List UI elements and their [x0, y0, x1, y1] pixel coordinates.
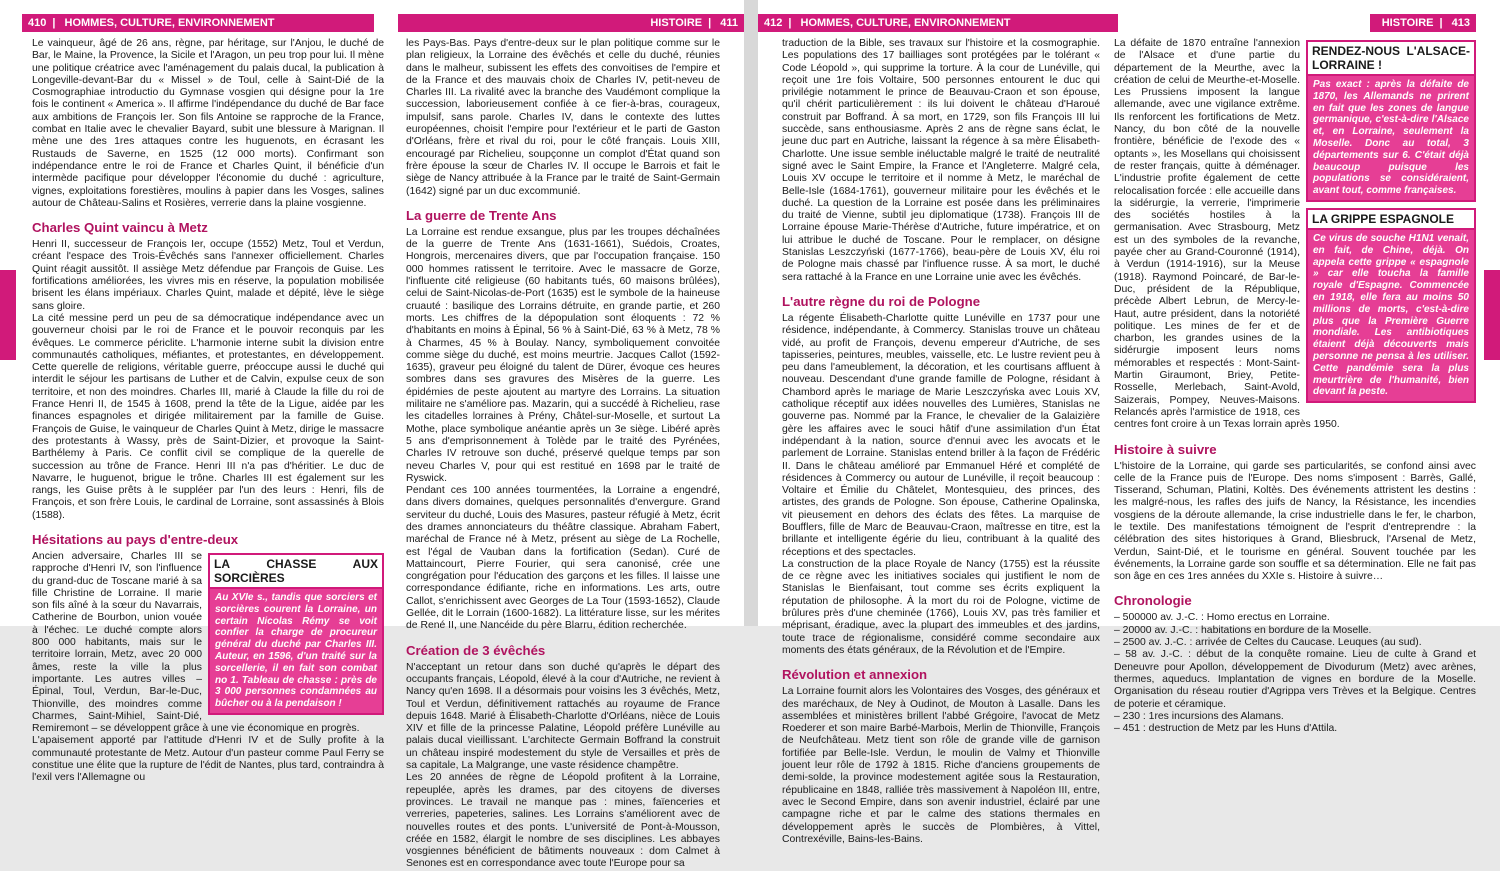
- box-text: Ce virus de souche H1N1 venait, en fait, de Chine, déjà. On appela cette grippe « espagnole » car elle toucha la famille royale d'Espagne. Commencée en 1918, elle fera au moins 50 millions de morts, c'est-à-dire plus que la Première Guerre mondiale. Les antibiotiques étaient déjà découverts mais personne ne pensa à les utiliser. Cette pandémie sera la plus meurtrière de l'humanité, bien devant la peste.: [1313, 232, 1469, 398]
- section-title: HISTOIRE: [650, 17, 703, 29]
- paragraph: La défaite de 1870 entraîne l'annexion de l'Alsace et d'une partie du département de la Meurthe, avec la création de celui de Meurthe-et-Moselle. Les Prussiens imposent la langue allemande, avec une vigilance extrême. Ils renforcent les fortifications de Metz. Nancy, du bon côté de la nouvelle frontière, bénéficie de l'exode des « optants », les Mosellans qui choisissent de rester français, quitte à déménager. L'industrie profite également de cette relocalisation forcée : elle accueille dans la sidérurgie, la verrerie, l'imprimerie des sociétés hostiles à la germanisation. Avec Strasbourg, Metz est un des symboles de la revanche, payée cher au Grand-Couronné (1914), à Verdun (1914-1916), sur la Meuse (1918). Raymond Poincaré, de Bar-le-Duc, président de la République, précède Albert Lebrun, de Mercy-le-Haut, autre président, dans la notoriété politique. Les mines de fer et de charbon, les grandes usines de la sidérurgie imposent leurs noms mémorables et respectés : Mont-Saint-Martin Giraumont, Briey, Petite-Rosselle, Merlebach, Saint-Avold, Saizerais, Pompey, Neuves-Maisons. Relancés après l'armistice de 1918, ces centres font croire à un Texas lorrain après 1950.: [1114, 38, 1340, 431]
- paragraph: les Pays-Bas. Pays d'entre-deux sur le plan politique comme sur le plan religieux, la Lorraine des évêchés et celle du duché, réunies dans le malheur, subissent les effets des convoitises de l'empire et de la France et des mauvais choix de Charles IV, petit-neveu de Charles III. La rivalité avec la branche des Vaudémont complique la succession, laborieusement confiée à ce fier-à-bras, courageux, impulsif, sans parole. Charles IV, dans le contexte des luttes européennes, choisit l'empire pour l'extérieur et le parti de Gaston d'Orléans, frère et rival du roi, pour le côté français. Louis XIII, encouragé par Richelieu, soupçonne un complot d'État quand son frère épouse la sœur de Charles IV. Il occupe le Barrois et fait le siège de Nancy attribuée à la France par le traité de Saint-Germain (1642) signé par un duc excommunié.: [406, 38, 720, 197]
- column-2: [406, 38, 720, 870]
- running-title: HOMMES, CULTURE, ENVIRONNEMENT: [800, 17, 1011, 29]
- page-number: 410: [28, 17, 47, 29]
- page-number: 413: [1451, 17, 1470, 29]
- chronology-item: – 451 : destruction de Metz par les Huns d'Attila.: [1114, 723, 1338, 735]
- page-number: 411: [720, 17, 738, 29]
- left-running-head: 410 | HOMMES, CULTURE, ENVIRONNEMENT: [22, 14, 374, 32]
- right-section-head: HISTOIRE | 413: [1370, 14, 1476, 32]
- section-heading: Histoire à suivre: [1114, 441, 1217, 457]
- box-text: Pas exact : après la défaite de 1870, les Allemands ne prirent en fait que les zones de langue germanique, c'est-à-dire l'Alsace et, en Lorraine, seulement la Moselle. Donc au total, 3 départements sur 6. C'était déjà beaucoup puisque les populations se considéraient, avant tout, comme françaises.: [1313, 79, 1469, 197]
- section-heading: Hésitations au pays d'entre-deux: [32, 531, 239, 547]
- left-section-head: HISTOIRE | 411: [398, 14, 744, 32]
- right-running-head: 412 | HOMMES, CULTURE, ENVIRONNEMENT: [758, 14, 1118, 32]
- box-title: LA CHASSE AUX SORCIÈRES: [210, 555, 382, 589]
- paragraph: L'apaisement apporté par l'attitude d'Henri IV et de Sully profite à la communauté protestante de Metz. Autour d'un pasteur comme Paul Ferry se constitue une élite que la rupture de l'édit de Nantes, plus tard, contraindra à l'exil vers l'Allemagne ou: [32, 735, 384, 784]
- right-page: [758, 0, 1500, 845]
- section-heading: Charles Quint vaincu à Metz: [32, 220, 208, 236]
- paragraph: Les 20 années de règne de Léopold profitent à la Lorraine, repeuplée, après les drames, par des citoyens de diverses provinces. Le travail ne manque pas : mines, faïenceries et verreries, papeteries, salines. Les Lorrains s'améliorent avec de nouvelles routes et des ponts. L'université de Pont-à-Mousson, créée en 1582, élargit le nombre de ses disciplines. Les abbayes vosgiennes bénéficient de bâtiments nouveaux : dom Calmet à Senones est en correspondance avec toute l'Europe pour sa: [406, 772, 720, 870]
- paragraph: N'acceptant un retour dans son duché qu'après le départ des occupants français, Léopold, élevé à la cour d'Autriche, ne revient à Nancy qu'en 1698. Il a désormais pour voisins les 3 évêchés, Metz, Toul et Verdun, définitivement rattachés au royaume de France depuis 1648. Marié à Élisabeth-Charlotte d'Orléans, nièce de Louis XIV et fille de la princesse Palatine, Léopold préfère Lunéville au palais ducal vieillissant. L'architecte Germain Boffrand la construit un château inspiré modestement du style de Versailles et près de sa capitale, La Malgrange, une vaste résidence champêtre.: [406, 661, 720, 772]
- box-title: LA GRIPPE ESPAGNOLE: [1308, 210, 1474, 230]
- paragraph: L'histoire de la Lorraine, qui garde ses particularités, se confond ainsi avec celle de la France puis de l'Europe. Des noms s'imposent : Barrès, Gallé, Tisserand, Schuman, Platini, Koltès. Des événements attristent les destins : les malgré-nous, les rafles des juifs de Nancy, la Résistance, les incendies vosgiens de la déroute allemande, la crise industrielle dans le fer, le charbon, le textile. Des manifestations témoignent de l'esprit d'entreprendre : la célébration des sites historiques à Grand, Bliesbruck, l'Arsenal de Metz, Verdun, Saint-Dié, et le tourisme en général. Souvent touchée par les événements, la Lorraine garde son souffle et sa détermination. Elle ne fait pas son âge en ces 1res années du XXIe s. Histoire à suivre…: [1114, 460, 1476, 583]
- right-edge-tab: [1484, 270, 1500, 360]
- chronology-item: – 2500 av. J.-C. : arrivée de Celtes du Caucase. Leuques (au sud).: [1114, 637, 1422, 649]
- paragraph: Henri II, successeur de François Ier, occupe (1552) Metz, Toul et Verdun, créant l'espace des Trois-Évêchés sans l'annexer officiellement. Charles Quint réagit aussitôt. Il assiège Metz défendue par François de Guise. Les fortifications améliorées, les vivres mis en réserve, la population mobilisée brisent les élans impériaux. Charles Quint, malade et dépité, lève le siège sans gloire.: [32, 239, 384, 312]
- column-1: [32, 38, 384, 784]
- left-edge-tab: [0, 270, 16, 360]
- section-heading: Chronologie: [1114, 593, 1192, 609]
- section-title: HISTOIRE: [1381, 17, 1434, 29]
- sidebar-box-grippe: [1306, 208, 1476, 403]
- paragraph: La Lorraine est rendue exsangue, plus par les troupes déchaînées de la guerre de Trente Ans (1631-1661), Suédois, Croates, Hongrois, mercenaires divers, que par l'occupation française. 150 000 hommes ratissent le territoire. Avec le massacre de Gorze, l'influente cité religieuse (60 habitants tués, 60 maisons brûlées), celui de Saint-Nicolas-de-Port (1635) est le symbole de la haineuse cruauté : basilique des Lorrains détruite, en grande partie, et 260 morts. Les chiffres de la dépopulation sont éloquents : 72 % d'habitants en moins à Épinal, 56 % à Saint-Dié, 63 % à Metz, 78 % à Charmes, 45 % à Boulay. Nancy, symboliquement convoitée comme siège du duché, est moins meurtrie. Jacques Callot (1592-1635), graveur peu éloigné du talent de Dürer, évoque ces heures sombres dans ses gravures des Misères de la guerre. Les épidémies de peste ajoutent au martyre des Lorrains. La situation militaire ne s'améliore pas. Mazarin, qui a succédé à Richelieu, rase les citadelles lorraines à Prény, Châtel-sur-Moselle, et surtout La Mothe, place symbolique anéantie après un 3e siège. Libéré après 5 ans d'emprisonnement à Tolède par le traité des Pyrénées, Charles IV retrouve son duché, préservé quelque temps par son neveu Charles V, pour qui est restitué en 1698 par le traité de Ryswick.: [406, 226, 720, 484]
- paragraph: La construction de la place Royale de Nancy (1755) est la réussite de ce règne avec les initiatives sociales qui justifient le nom de Stanislas le Bienfaisant, tout comme ses écrits expliquent la réputation de philosophe. À la mort du roi de Pologne, victime de brûlures près d'une cheminée (1766), Louis XV, pas très familier et méprisant, éradique, avec la plupart des immeubles et des jardins, toute trace de régionalisme, considéré comme secondaire aux moments des états généraux, de la Révolution et de l'Empire.: [782, 558, 1100, 656]
- section-heading: Révolution et annexion: [782, 667, 928, 683]
- column-3: [782, 38, 1100, 845]
- chronology-item: – 58 av. J.-C. : début de la conquête romaine. Lieu de culte à Grand et Deneuvre pour Apollon, développement de Divodurum (Metz) avec arènes, thermes, aqueducs. Implantation de vignes en bordure de la Moselle. Organisation du réseau routier d'Agrippa vers Trèves et la Belgique. Centres de poterie et céramique.: [1114, 649, 1476, 710]
- paragraph: La régente Élisabeth-Charlotte quitte Lunéville en 1737 pour une résidence, indépendante, à Commercy. Stanislas trouve un château vidé, au profit de François, devenu empereur d'Autriche, de ses tapisseries, peintures, meubles, vaisselle, etc. Le lustre revient peu à peu dans l'ameublement, la décoration, et les courtisans affluent à nouveau. Descendant d'une grande famille de Pologne, résidant à Chambord après le mariage de Marie Leszczyńska avec Louis XV, catholique réceptif aux idées nouvelles des Lumières, Stanislas ne gouverne pas. Nommé par la France, le chevalier de la Galaizière gère les affaires avec le souci hâtif d'une assimilation d'un État indépendant à la nation, source d'ennui avec les avocats et le parlement de Lorraine. Stanislas entend briller à la façon de Frédéric II. Dans le château amélioré par Emmanuel Héré et complété de résidences à Commercy ou autour de Lunéville, il reçoit beaucoup : Voltaire et Émilie du Châtelet, Montesquieu, des princes, des artistes, des grands de Pologne. Son épouse, Catherine Opalinska, vit pieusement en dehors des éclats des fêtes. La marquise de Boufflers, fille de Marc de Beauvau-Craon, maîtresse en titre, est la brillante et intelligente égérie du lieu, contribuant à la qualité des réceptions et des spectacles.: [782, 312, 1100, 558]
- column-4: [1114, 38, 1476, 735]
- section-heading: L'autre règne du roi de Pologne: [782, 293, 981, 309]
- chronology-list: [1114, 612, 1476, 735]
- sidebar-box-sorcieres: [208, 553, 384, 715]
- paragraph: traduction de la Bible, ses travaux sur l'histoire et la cosmographie. Les populations des 17 bailliages sont protégées par le tolérant « Code Léopold », qui supprime la torture. À la cour de Lunéville, qui reçoit une 1re fois Voltaire, 500 personnes entourent le duc qui privilégie notamment le prince de Beauvau-Craon et son épouse, qu'il chérit particulièrement : ils lui doivent le château d'Haroué construit par Boffrand. À sa mort, en 1729, son fils François III lui succède, sans enthousiasme. Après 2 ans de règne sans éclat, le jeune duc part en Autriche, laissant la régence à sa mère Élisabeth-Charlotte. Une issue semble inéluctable malgré le traité de neutralité signé avec le Saint Empire, la France et l'Angleterre. Malgré cela, Louis XV occupe le territoire et il nomme à Metz, le maréchal de Belle-Isle (1684-1761), gouverneur militaire pour les évêchés et le duché. La question de la Lorraine est posée dans les préliminaires du traité de Vienne, subtil jeu diplomatique (1738). François III de Lorraine épouse Marie-Thérèse d'Autriche, future impératrice, et on lui attribue le duché de Toscane. Pour le remplacer, on désigne Stanislas Leszczyński (1677-1766), beau-père de Louis XV, élu roi de Pologne mais chassé par l'influence russe. À sa mort, le duché sera rattaché à la France en une Lorraine unie avec les évêchés.: [782, 38, 1100, 283]
- box-text: Au XVIe s., tandis que sorciers et sorcières courent la Lorraine, un certain Nicolas Rémy se voit confier la charge de procureur général du duché par Charles III. Auteur, en 1596, d'un traité sur la sorcellerie, il en fait son combat no 1. Tableau de chasse : près de 3 000 personnes condamnées au bûcher ou à la pendaison !: [215, 591, 377, 710]
- chronology-item: – 20000 av. J.-C. : habitations en bordure de la Moselle.: [1114, 624, 1372, 636]
- paragraph: La Lorraine fournit alors les Volontaires des Vosges, des généraux et des maréchaux, de Ney à Oudinot, de Mouton à Lasalle. Dans les assemblées et ministères brillent l'abbé Grégoire, l'avocat de Metz Roederer et son maire Barbé-Marbois, Merlin de Thionville, François de Neufchâteau. Metz tient son rôle de grande ville de garnison fortifiée par Belle-Isle. Verdun, le moulin de Valmy et Thionville jouent leur rôle de 1792 à 1815. Riche d'anciens groupements de demi-solde, la province modestement agitée sous la Restauration, républicaine en 1848, ralliée très massivement à Napoléon III, entre, avec le Second Empire, dans son avenir industriel, éclairé par une campagne riche et par le calme des stations thermales en développement après le succès de Plombières, à Vittel, Contrexéville, Bains-les-Bains.: [782, 686, 1100, 845]
- left-page: [0, 0, 744, 870]
- book-gutter: [744, 0, 758, 626]
- paragraph: Ancien adversaire, Charles III se rapproche d'Henri IV, son l'influence du grand-duc de Toscane marié à sa fille Christine de Lorraine. Il marie son fils aîné à la sœur du Navarrais, Catherine de Bourbon, union vouée à l'échec. Le duché compte alors 800 000 habitants, mais sur le territoire lorrain, Metz, avec 20 000 âmes, reste la ville la plus importante. Les autres villes – Épinal, Toul, Verdun, Bar-le-Duc, Thionville, des moindres comme Charmes, Saint-Mihiel, Saint-Dié, Remiremont – se développent grâce à une vie économique en progrès.: [32, 550, 360, 735]
- chronology-item: – 230 : 1res incursions des Alamans.: [1114, 710, 1284, 722]
- paragraph: La cité messine perd un peu de sa démocratique indépendance avec un gouverneur choisi par le roi de France et le pouvoir reconquis par les évêques. Le commerce périclite. L'harmonie interne subit la division entre communautés catholiques, méfiantes, et protestantes, en développement. Cette querelle de religions, véritable guerre, préoccupe aussi le duché qui interdit le séjour les partisans de Luther et de Calvin, expulse ceux de son territoire, et non des moindres. Charles III, marié à Claude la fille du roi de France Henri II, de 1545 à 1608, prend la tête de la Ligue, aidée par les finances espagnoles et dirigée militairement par la famille de Guise. François de Guise, le vainqueur de Charles Quint à Metz, dirige le massacre des protestants à Wassy, près de Saint-Dizier, et provoque la Saint-Barthélemy à Paris. Ce conflit civil se complique de la querelle de succession au trône de France. Henri III n'a pas d'héritier. Le duc de Navarre, le huguenot, brigue le trône. Charles III est également sur les rangs, les Guise prêts à le suppléer par l'un des leurs : Henri, fils de François, et son frère Louis, le cardinal de Lorraine, sont assassinés à Blois (1588).: [32, 312, 384, 521]
- paragraph: Pendant ces 100 années tourmentées, la Lorraine a engendré, dans divers domaines, quelques personnalités d'envergure. Grand serviteur du duché, Louis des Masures, pasteur réfugié à Metz, écrit des drames annonciateurs du théâtre classique. Abraham Fabert, maréchal de France né à Metz, présent au siège de La Rochelle, est l'égal de Vauban dans la fortification (Sedan). Curé de Mattaincourt, Pierre Fourier, qui sera canonisé, crée une congrégation pour l'éducation des garçons et les filles. Il laisse une correspondance édifiante, riche en informations. Les arts, outre Callot, s'enrichissent avec Georges de La Tour (1593-1652), Claude Gellée, dit le Lorrain (1600-1682). La littérature lisse, sur les mérites de René II, une Nancéide du père Blarru, édition recherchée.: [406, 485, 720, 632]
- sidebar-box-alsace: [1306, 40, 1476, 202]
- section-heading: Création de 3 évêchés: [406, 642, 546, 658]
- box-title: RENDEZ-NOUS L'ALSACE-LORRAINE !: [1308, 42, 1474, 76]
- page-number: 412: [764, 17, 783, 29]
- section-heading: La guerre de Trente Ans: [406, 207, 557, 223]
- running-title: HOMMES, CULTURE, ENVIRONNEMENT: [64, 17, 275, 29]
- paragraph: Le vainqueur, âgé de 26 ans, règne, par héritage, sur l'Anjou, le duché de Bar, le Maine, la Provence, la Sicile et l'Aragon, un peu trop pour lui. Il mène une politique créatrice avec l'aménagement du palais ducal, la publication à Longeville-devant-Bar du « Missel » de Toul, celle à Saint-Dié de la Cosmographiae introductio du Gymnase vosgien qui désigne pour la 1re fois le continent « America ». Il affirme l'indépendance du duché de Bar face aux ambitions de François Ier. Son fils Antoine se rapproche de la France, combat en Italie avec le chevalier Bayard, subit une blessure à Marignan. Il mène une des 1res attaques contre les huguenots, en écrasant les Rustauds de Saverne, en 1525 (12 000 morts). Confirmant son indépendance entre le roi de France et Charles Quint, il bénéficie d'un intermède pacifique pour développer l'économie du duché : agriculture, vignes, exploitations forestières, moulins à papier dans les Vosges, salines autour de Château-Salins et Rosières, verrerie dans la plaine vosgienne.: [32, 38, 384, 209]
- chronology-item: – 500000 av. J.-C. : Homo erectus en Lorraine.: [1114, 612, 1330, 624]
